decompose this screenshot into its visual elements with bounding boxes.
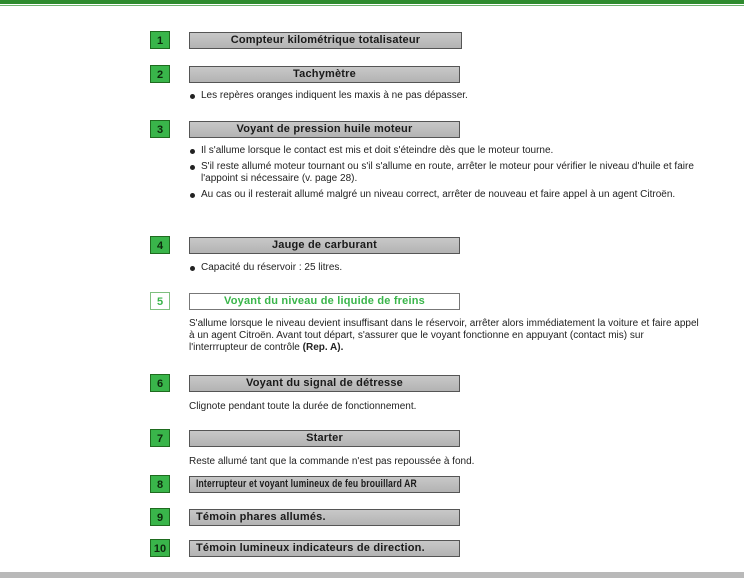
item-number: 1 (150, 31, 170, 49)
bullet-text: S'il reste allumé moteur tournant ou s'il s'allume en route, arrêter le moteur pour vérifier le niveau d'huile et faire l'appoint si nécessaire (v. page 28). (189, 161, 699, 185)
item-title: Compteur kilométrique totalisateur (189, 32, 462, 49)
item-number: 4 (150, 236, 170, 254)
item-description: Clignote pendant toute la durée de fonctionnement. (189, 401, 417, 412)
item-number: 9 (150, 508, 170, 526)
item-number: 5 (150, 292, 170, 310)
bottom-rule (0, 572, 744, 578)
item-number: 8 (150, 475, 170, 493)
top-rule-thin (0, 5, 744, 6)
item-description: Reste allumé tant que la commande n'est pas repoussée à fond. (189, 456, 475, 467)
bullet-text: Il s'allume lorsque le contact est mis et doit s'éteindre dès que le moteur tourne. (189, 145, 699, 157)
item-number: 6 (150, 374, 170, 392)
item-title: Témoin lumineux indicateurs de direction. (189, 540, 460, 557)
item-title: Voyant du signal de détresse (189, 375, 460, 392)
bullet-text: Au cas ou il resterait allumé malgré un niveau correct, arrêter de nouveau et faire appel à un agent Citroën. (189, 189, 699, 201)
item-number: 2 (150, 65, 170, 83)
reference-text: (Rep. A). (302, 342, 344, 353)
item-description (189, 318, 699, 354)
item-title: Voyant du niveau de liquide de freins (189, 293, 460, 310)
item-number: 7 (150, 429, 170, 447)
bullet-list (189, 90, 699, 106)
item-number: 3 (150, 120, 170, 138)
bullet-list (189, 145, 699, 205)
item-title: Starter (189, 430, 460, 447)
item-title: Témoin phares allumés. (189, 509, 460, 526)
item-number: 10 (150, 539, 170, 557)
description-text: S'allume lorsque le niveau devient insuffisant dans le réservoir, arrêter alors immédiatement la voiture et faire appel à un agent Citroën. Avant tout départ, s'assurer que le voyant fonctionne en appuyant (contact mis) sur l'interrrupteur de contrôle (189, 318, 699, 353)
item-title (189, 476, 460, 493)
item-title: Voyant de pression huile moteur (189, 121, 460, 138)
bullet-text: Capacité du réservoir : 25 litres. (189, 262, 699, 274)
top-rule (0, 0, 744, 4)
item-title-text: Interrupteur et voyant lumineux de feu brouillard AR (196, 478, 417, 490)
bullet-text: Les repères oranges indiquent les maxis à ne pas dépasser. (189, 90, 699, 102)
item-title: Jauge de carburant (189, 237, 460, 254)
bullet-list (189, 262, 699, 278)
item-title: Tachymètre (189, 66, 460, 83)
